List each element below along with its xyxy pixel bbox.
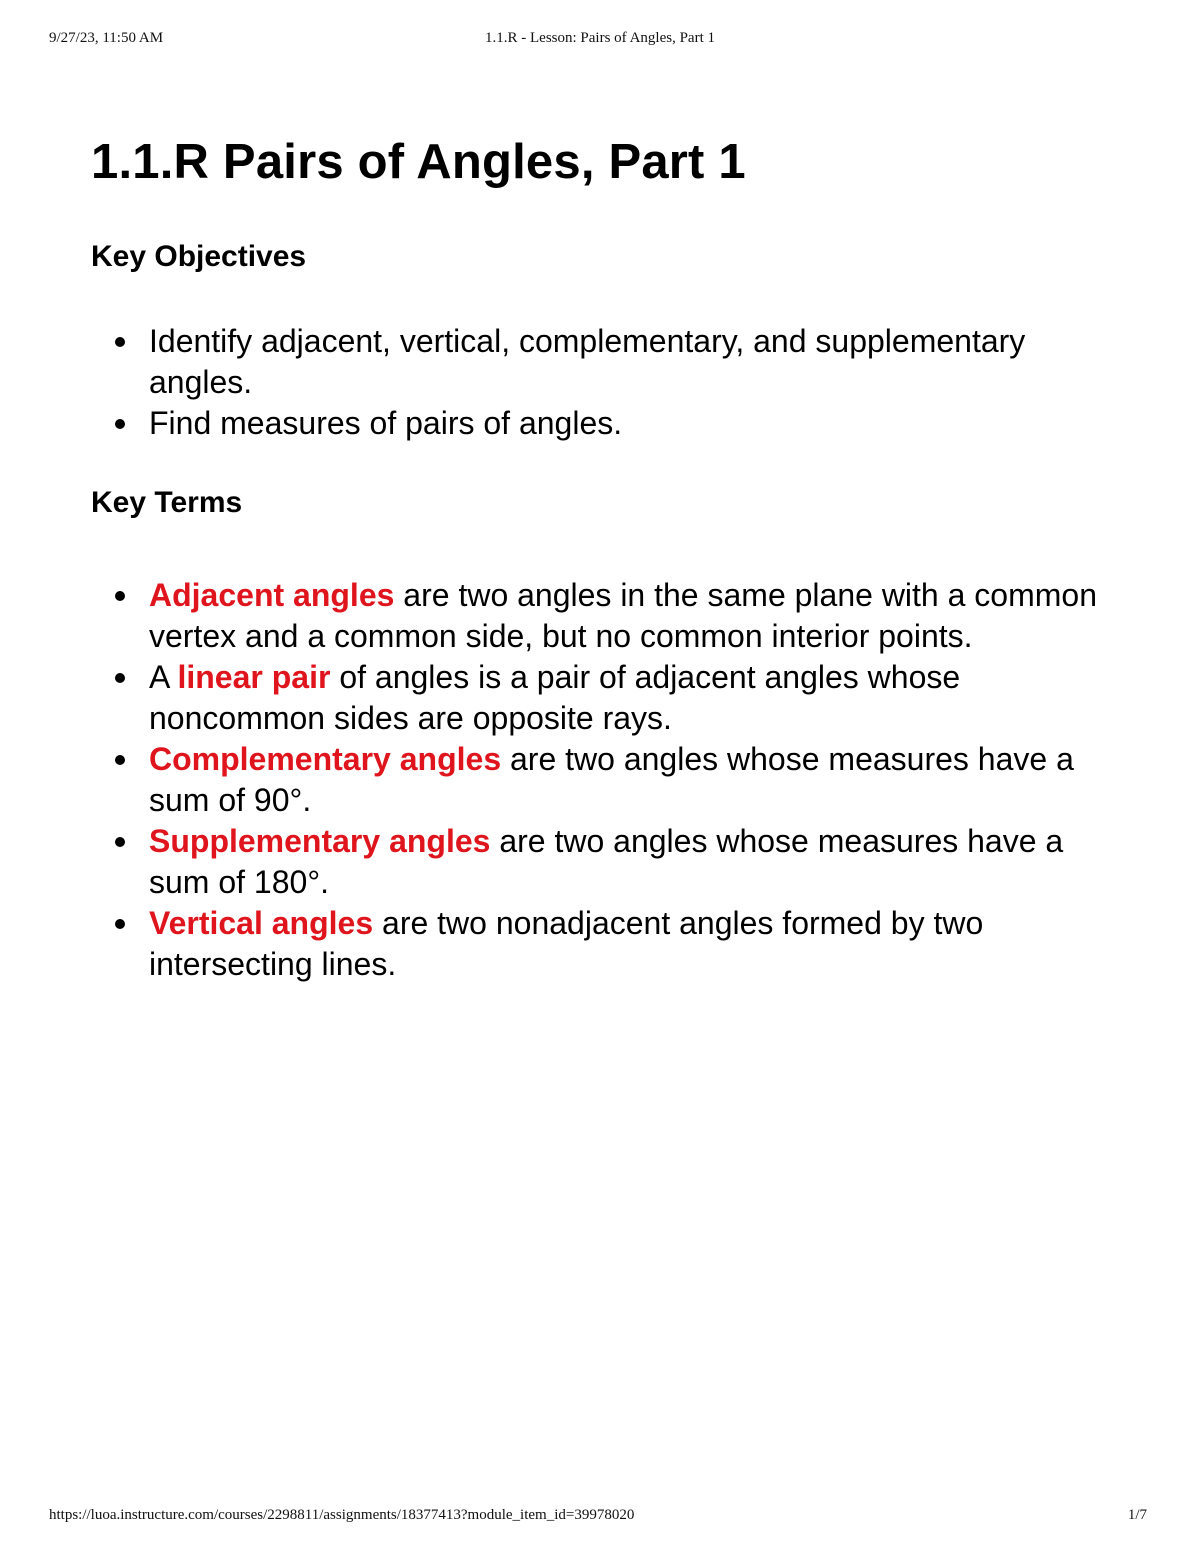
bullet-icon [115, 673, 125, 683]
term-highlight: Vertical angles [149, 905, 374, 941]
print-page-number: 1/7 [1127, 1507, 1147, 1523]
terms-list [91, 575, 1131, 985]
print-url: https://luoa.instructure.com/courses/2298811/assignments/18377413?module_item_id=39978020 [49, 1507, 635, 1523]
list-item [149, 821, 1131, 903]
term-definition: are two nonadjacent angles formed by two intersecting lines. [149, 905, 984, 982]
list-item [149, 739, 1131, 821]
term-highlight: Complementary angles [149, 741, 502, 777]
bullet-icon [115, 591, 125, 601]
term-prefix: A [149, 659, 178, 695]
list-item [149, 403, 1131, 444]
key-terms-heading: Key Terms [91, 486, 243, 519]
bullet-icon [115, 337, 125, 347]
term-definition: are two angles in the same plane with a common vertex and a common side, but no common interior points. [149, 577, 1097, 654]
term-highlight: linear pair [177, 659, 331, 695]
list-item [149, 575, 1131, 657]
term-highlight: Supplementary angles [149, 823, 491, 859]
bullet-icon [115, 755, 125, 765]
print-page-title: 1.1.R - Lesson: Pairs of Angles, Part 1 [485, 30, 715, 46]
print-footer [0, 1507, 1200, 1527]
list-item [149, 321, 1131, 403]
bullet-icon [115, 919, 125, 929]
term-definition: are two angles whose measures have a sum of 180°. [149, 823, 1064, 900]
list-item [149, 903, 1131, 985]
list-item [149, 657, 1131, 739]
bullet-icon [115, 419, 125, 429]
objective-text: Identify adjacent, vertical, complementary, and supplementary angles. [149, 323, 1026, 400]
key-objectives-heading: Key Objectives [91, 240, 307, 273]
bullet-icon [115, 837, 125, 847]
term-definition: are two angles whose measures have a sum of 90°. [149, 741, 1074, 818]
page-title: 1.1.R Pairs of Angles, Part 1 [91, 135, 746, 189]
print-header [0, 30, 1200, 50]
objectives-list [91, 321, 1131, 444]
term-definition: of angles is a pair of adjacent angles whose noncommon sides are opposite rays. [149, 659, 961, 736]
lesson-content [91, 130, 1131, 985]
objective-text: Find measures of pairs of angles. [149, 405, 623, 441]
print-datetime: 9/27/23, 11:50 AM [49, 30, 164, 46]
term-highlight: Adjacent angles [149, 577, 395, 613]
